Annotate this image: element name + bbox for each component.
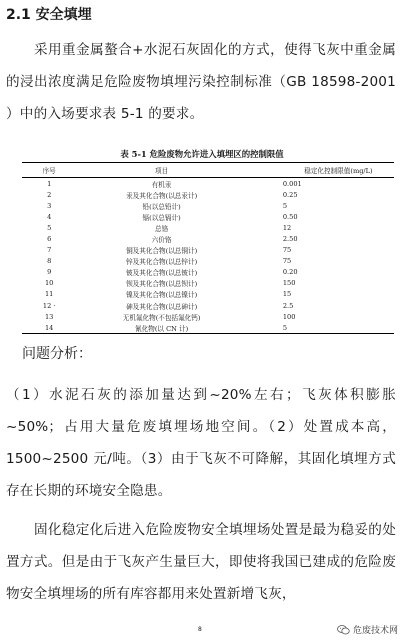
wechat-icon: [337, 625, 350, 635]
table-row: [22, 256, 394, 267]
row-index: 12 ·: [42, 301, 56, 310]
row-item: 六价铬: [151, 236, 172, 245]
header-item: 项目: [76, 163, 246, 178]
row-index: 9: [47, 268, 52, 277]
row-item: 镍及其化合物(以总镍计): [126, 291, 198, 300]
table-row: [22, 189, 394, 200]
row-index: 8: [47, 257, 52, 266]
table-row: [22, 178, 394, 190]
table-row: [22, 289, 394, 300]
table-row: [22, 233, 394, 244]
row-index: 11: [44, 290, 54, 299]
row-item: 锌及其化合物(以总锌计): [126, 258, 198, 267]
table-row: [22, 300, 394, 311]
row-index: 2: [47, 190, 52, 199]
page-number: 8: [198, 626, 202, 633]
row-limit: 5: [247, 322, 394, 334]
limits-table: [22, 162, 394, 334]
row-item: 铜及其化合物(以总铜计): [126, 247, 198, 256]
problem-paragraph: （1）水泥石灰的添加量达到~20%左右；飞灰体积膨胀~50%；占用大量危废填埋场地空间。（2）处置成本高，1500~2500 元/吨。（3）由于飞灰不可降解，其固化填埋方式存在长期的环境安全隐患。: [6, 387, 396, 499]
row-limit: 2.50: [282, 235, 298, 244]
row-index: 3: [47, 201, 52, 210]
intro-paragraph: 采用重金属螯合+水泥石灰固化的方式，使得飞灰中重金属的浸出浓度满足危险废物填埋污染控制标准（GB 18598-2001 ）中的入场要求表 5-1 的要求。: [6, 42, 396, 122]
table-row: [22, 311, 394, 322]
table-header-row: [22, 163, 394, 178]
row-item: 砷及其化合物(以总砷计): [126, 302, 198, 311]
row-limit: 75: [282, 246, 292, 255]
row-index: 1: [47, 179, 52, 188]
problem-heading: 问题分析：: [22, 346, 92, 362]
row-limit: 0.001: [282, 179, 302, 188]
row-item: 铅(以总铅计): [142, 202, 181, 211]
table-row: [22, 245, 394, 256]
table-row: [22, 322, 394, 334]
row-limit: 100: [282, 312, 296, 321]
row-limit: 15: [282, 290, 292, 299]
row-item: 镉(以总镉计): [142, 213, 181, 222]
row-index: 13: [44, 312, 54, 321]
row-limit: 0.25: [282, 190, 298, 199]
watermark: [337, 623, 398, 636]
table-caption: 表 5-1 危险废物允许进入填埋区的控制限值: [120, 149, 284, 159]
row-limit: 2.5: [282, 301, 294, 310]
header-index: 序号: [22, 163, 76, 178]
row-limit: 150: [282, 279, 296, 288]
row-limit: 12: [282, 223, 292, 232]
row-index: 5: [47, 223, 52, 232]
row-limit: 75: [282, 257, 292, 266]
table-row: [22, 200, 394, 211]
table-row: [22, 211, 394, 222]
watermark-text: 危废技术网: [352, 626, 398, 636]
row-index: 6: [47, 235, 52, 244]
row-index: 10: [44, 279, 54, 288]
header-limit: 稳定化控制限值(mg/L): [247, 163, 394, 178]
row-item: 钡及其化合物(以总钡计): [126, 280, 198, 289]
row-item: 汞及其化合物(以总汞计): [126, 191, 198, 200]
row-item: 有机汞: [151, 180, 172, 189]
row-item: 总铬: [155, 224, 169, 233]
row-limit: 0.50: [282, 212, 298, 221]
row-item: 无机氟化物(不包括氟化钙): [122, 313, 201, 322]
table-row: [22, 278, 394, 289]
row-index: 14: [22, 322, 76, 334]
row-item: 铍及其化合物(以总铍计): [126, 269, 198, 278]
row-limit: 0.20: [282, 268, 298, 277]
table-row: [22, 222, 394, 233]
row-item: 氰化物(以 CN 计): [76, 322, 246, 334]
row-limit: 5: [282, 201, 288, 210]
row-index: 7: [47, 246, 52, 255]
row-index: 4: [47, 212, 52, 221]
section-heading: 2.1 安全填埋: [6, 7, 92, 23]
disposal-paragraph: 固化稳定化后进入危险废物安全填埋场处置是最为稳妥的处置方式。但是由于飞灰产生量巨大，即使将我国已建成的危险废物安全填埋场的所有库容都用来处置新增飞灰，: [6, 522, 396, 602]
table-row: [22, 267, 394, 278]
